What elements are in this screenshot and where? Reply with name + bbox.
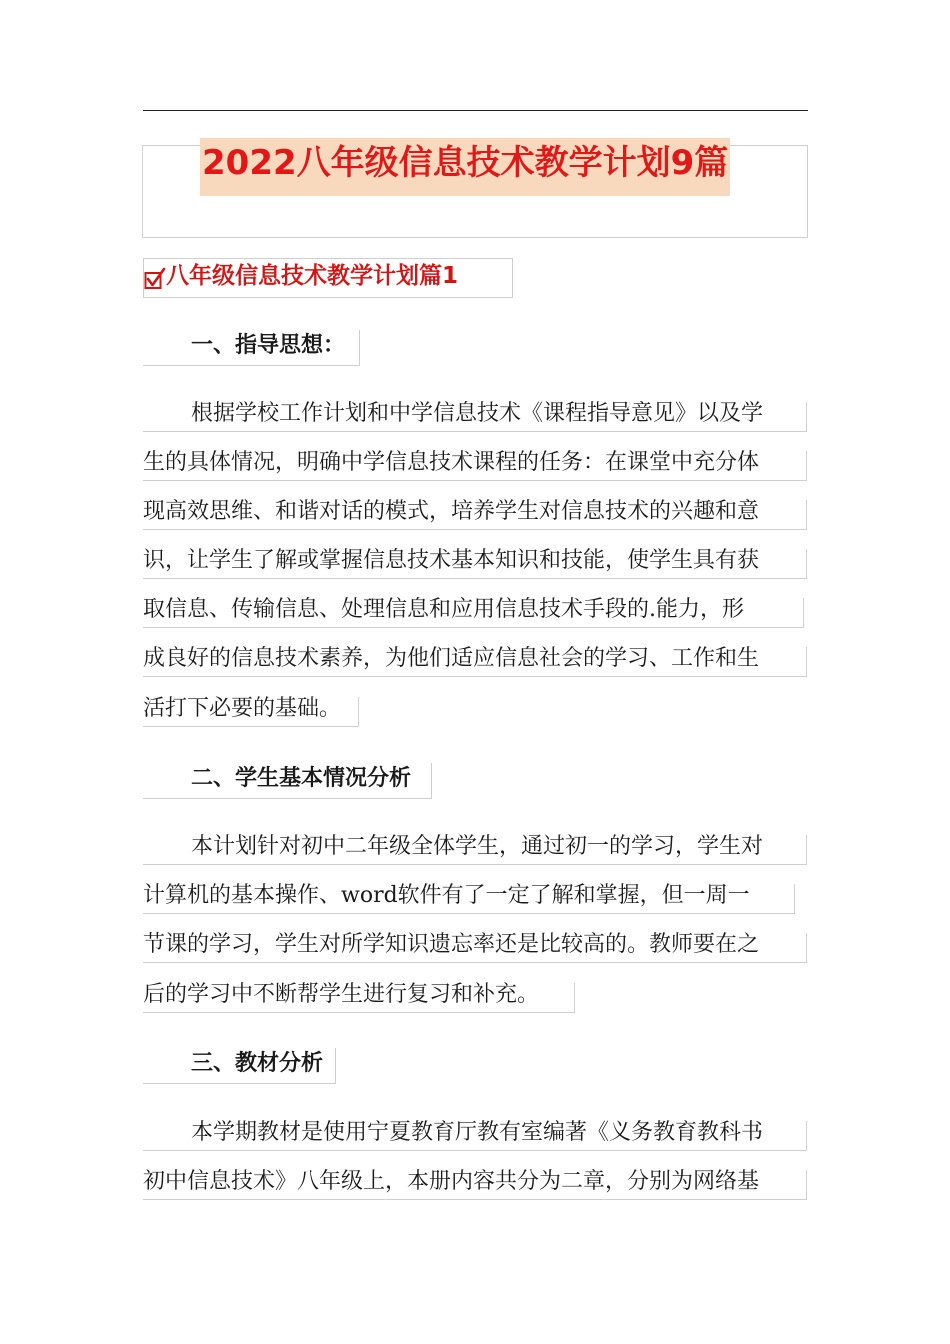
paragraph-text: 后的学习中不断帮学生进行复习和补充。	[143, 982, 540, 1007]
paragraph-text: 初中信息技术》八年级上，本册内容共分为二章，分别为网络基	[143, 1169, 760, 1194]
paragraph-line	[143, 1121, 807, 1151]
top-rule	[143, 110, 808, 111]
paragraph-text: 计算机的基本操作、word软件有了一定了解和掌握，但一周一	[143, 883, 750, 908]
heading-guiding-thought	[143, 330, 360, 366]
paragraph-text: 识，让学生了解或掌握信息技术基本知识和技能，使学生具有获	[143, 548, 760, 573]
paragraph-text: 本计划针对初中二年级全体学生，通过初一的学习，学生对	[191, 834, 764, 859]
section-title: 八年级信息技术教学计划篇1	[166, 263, 459, 289]
paragraph-line	[143, 500, 807, 530]
paragraph-text: 节课的学习，学生对所学知识遗忘率还是比较高的。教师要在之	[143, 932, 760, 957]
heading-text: 二、学生基本情况分析	[191, 766, 412, 791]
heading-student-analysis	[143, 763, 432, 799]
paragraph-line	[143, 835, 807, 865]
paragraph-text: 活打下必要的基础。	[143, 696, 342, 721]
paragraph-line	[143, 598, 804, 628]
paragraph-text: 成良好的信息技术素养，为他们适应信息社会的学习、工作和生	[143, 646, 760, 671]
paragraph-line	[143, 402, 807, 432]
document-title: 2022八年级信息技术教学计划9篇	[200, 138, 730, 196]
paragraph-line	[143, 884, 795, 914]
paragraph-text: 生的具体情况，明确中学信息技术课程的任务：在课堂中充分体	[143, 450, 760, 475]
paragraph-line	[143, 647, 807, 677]
paragraph-line	[143, 549, 807, 579]
paragraph-text: 现高效思维、和谐对话的模式，培养学生对信息技术的兴趣和意	[143, 499, 760, 524]
paragraph-line	[143, 451, 807, 481]
paragraph-text: 本学期教材是使用宁夏教育厅教有室编著《义务教育教科书	[191, 1120, 764, 1145]
heading-text: 三、教材分析	[191, 1051, 324, 1076]
heading-text: 一、指导思想：	[191, 333, 346, 358]
heading-textbook-analysis	[143, 1048, 336, 1084]
paragraph-line	[143, 1170, 807, 1200]
paragraph-text: 取信息、传输信息、处理信息和应用信息技术手段的.能力，形	[143, 597, 744, 622]
paragraph-line	[143, 697, 359, 727]
paragraph-line	[143, 983, 575, 1013]
paragraph-text: 根据学校工作计划和中学信息技术《课程指导意见》以及学	[191, 401, 764, 426]
paragraph-line	[143, 933, 807, 963]
checkbox-checked-icon	[144, 267, 166, 291]
